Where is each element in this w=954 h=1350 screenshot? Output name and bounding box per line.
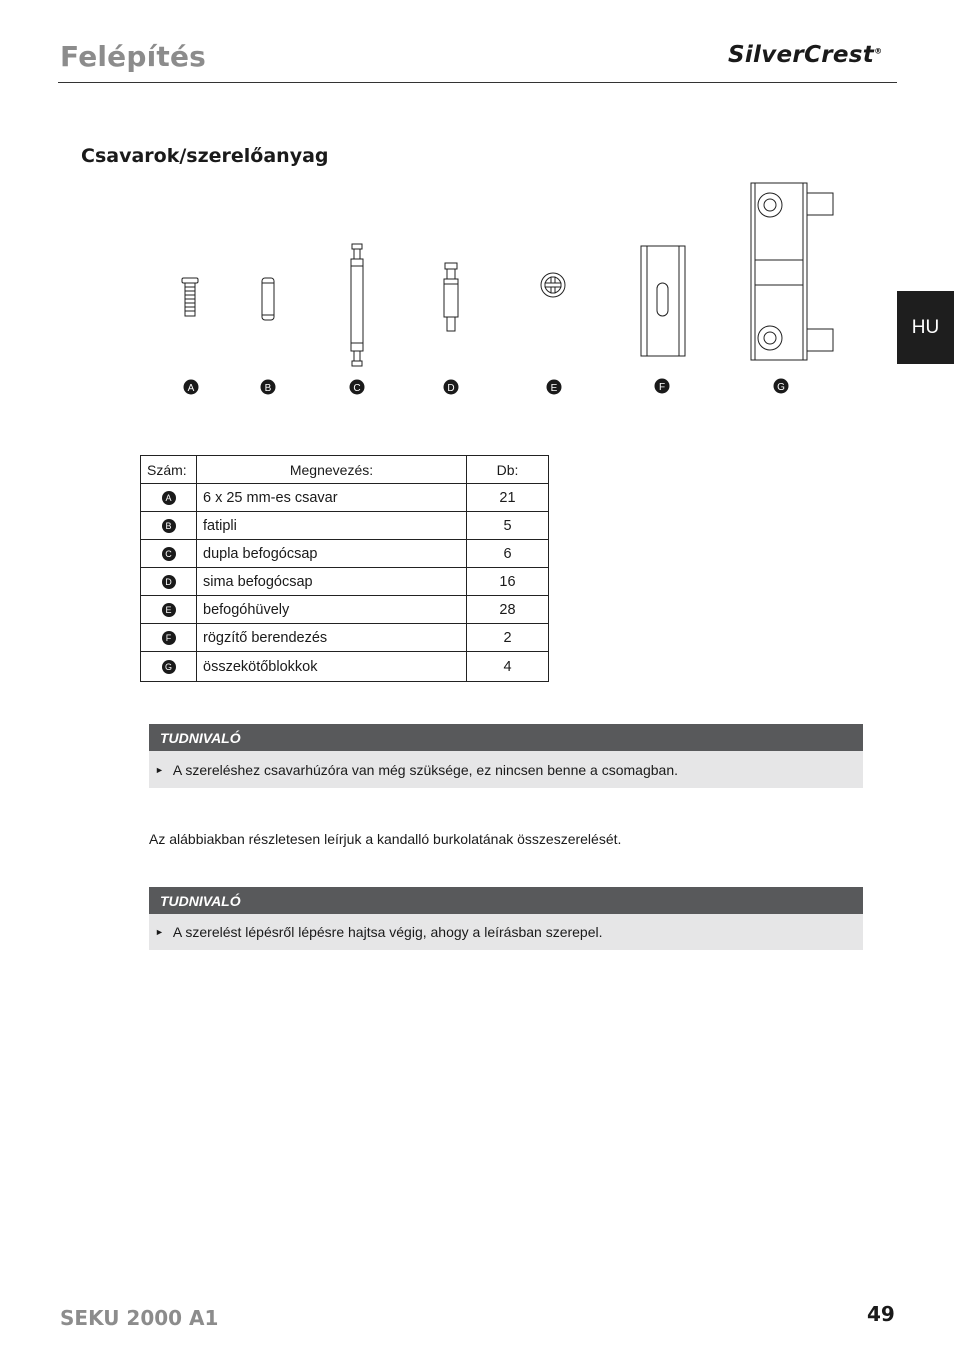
table-row (141, 484, 549, 512)
row-name: rögzítő berendezés (197, 624, 467, 652)
brand-registered-mark: ® (874, 46, 883, 56)
row-letter-badge: B (162, 519, 176, 533)
part-label-c (350, 380, 365, 395)
table-row (141, 512, 549, 540)
row-name: sima befogócsap (197, 568, 467, 596)
row-qty: 6 (467, 540, 549, 568)
parts-table (140, 455, 549, 682)
section-heading: Csavarok/szerelőanyag (81, 145, 329, 167)
row-name: 6 x 25 mm-es csavar (197, 484, 467, 512)
row-qty: 5 (467, 512, 549, 540)
table-header-row (141, 456, 549, 484)
part-label-f-text: F (658, 382, 666, 393)
part-label-b (261, 380, 276, 395)
part-label-a (184, 380, 199, 395)
note-text: A szerelést lépésről lépésre hajtsa végig, ahogy a leírásban szerepel. (172, 924, 603, 940)
part-label-g (774, 379, 789, 394)
part-d-single-pin-icon (444, 263, 458, 331)
part-e-sleeve-icon (541, 273, 565, 297)
part-label-b-text: B (264, 383, 272, 394)
note-heading: TUDNIVALÓ (149, 724, 863, 751)
row-letter-badge: C (162, 547, 176, 561)
row-name: befogóhüvely (197, 596, 467, 624)
parts-illustration (0, 0, 954, 410)
part-g-connector-block-icon (751, 183, 833, 360)
bullet-arrow-icon: ► (155, 764, 164, 775)
row-name: dupla befogócsap (197, 540, 467, 568)
part-label-d (444, 380, 459, 395)
part-label-g-text: G (777, 382, 785, 393)
row-name: fatipli (197, 512, 467, 540)
part-f-fixing-device-icon (641, 246, 685, 356)
brand-name: SilverCrest (728, 42, 875, 68)
row-qty: 2 (467, 624, 549, 652)
note-body (149, 914, 863, 950)
row-qty: 16 (467, 568, 549, 596)
row-letter-badge: G (162, 660, 176, 674)
part-label-a-text: A (187, 383, 195, 394)
row-qty: 21 (467, 484, 549, 512)
note-body (149, 751, 863, 788)
part-label-e-text: E (550, 383, 558, 394)
note-text: A szereléshez csavarhúzóra van még szüksége, ez nincsen benne a csomagban. (172, 761, 678, 778)
row-qty: 4 (467, 652, 549, 682)
header-name: Megnevezés: (197, 456, 467, 484)
intro-paragraph: Az alábbiakban részletesen leírjuk a kandalló burkolatának összeszerelését. (149, 831, 622, 847)
part-label-e (547, 380, 562, 395)
header-num: Szám: (141, 456, 197, 484)
part-a-screw-icon (182, 278, 198, 316)
table-row (141, 596, 549, 624)
row-letter-badge: E (162, 603, 176, 617)
footer-model-name: SEKU 2000 A1 (60, 1306, 219, 1330)
row-letter-badge: A (162, 491, 176, 505)
bullet-arrow-icon: ► (155, 927, 164, 937)
part-label-c-text: C (353, 383, 361, 394)
part-c-double-pin-icon (351, 244, 363, 366)
table-row (141, 540, 549, 568)
note-box-1 (149, 724, 863, 788)
part-label-f (655, 379, 670, 394)
header-qty: Db: (467, 456, 549, 484)
row-qty: 28 (467, 596, 549, 624)
page-number: 49 (867, 1302, 895, 1326)
row-letter-badge: D (162, 575, 176, 589)
table-row (141, 652, 549, 682)
row-name: összekötőblokkok (197, 652, 467, 682)
table-row (141, 568, 549, 596)
row-letter-badge: F (162, 631, 176, 645)
note-box-2 (149, 887, 863, 950)
part-label-d-text: D (447, 383, 455, 394)
page-title: Felépítés (60, 40, 207, 73)
table-row (141, 624, 549, 652)
language-tab: HU (897, 291, 954, 364)
note-heading: TUDNIVALÓ (149, 887, 863, 914)
part-b-dowel-icon (262, 278, 274, 320)
